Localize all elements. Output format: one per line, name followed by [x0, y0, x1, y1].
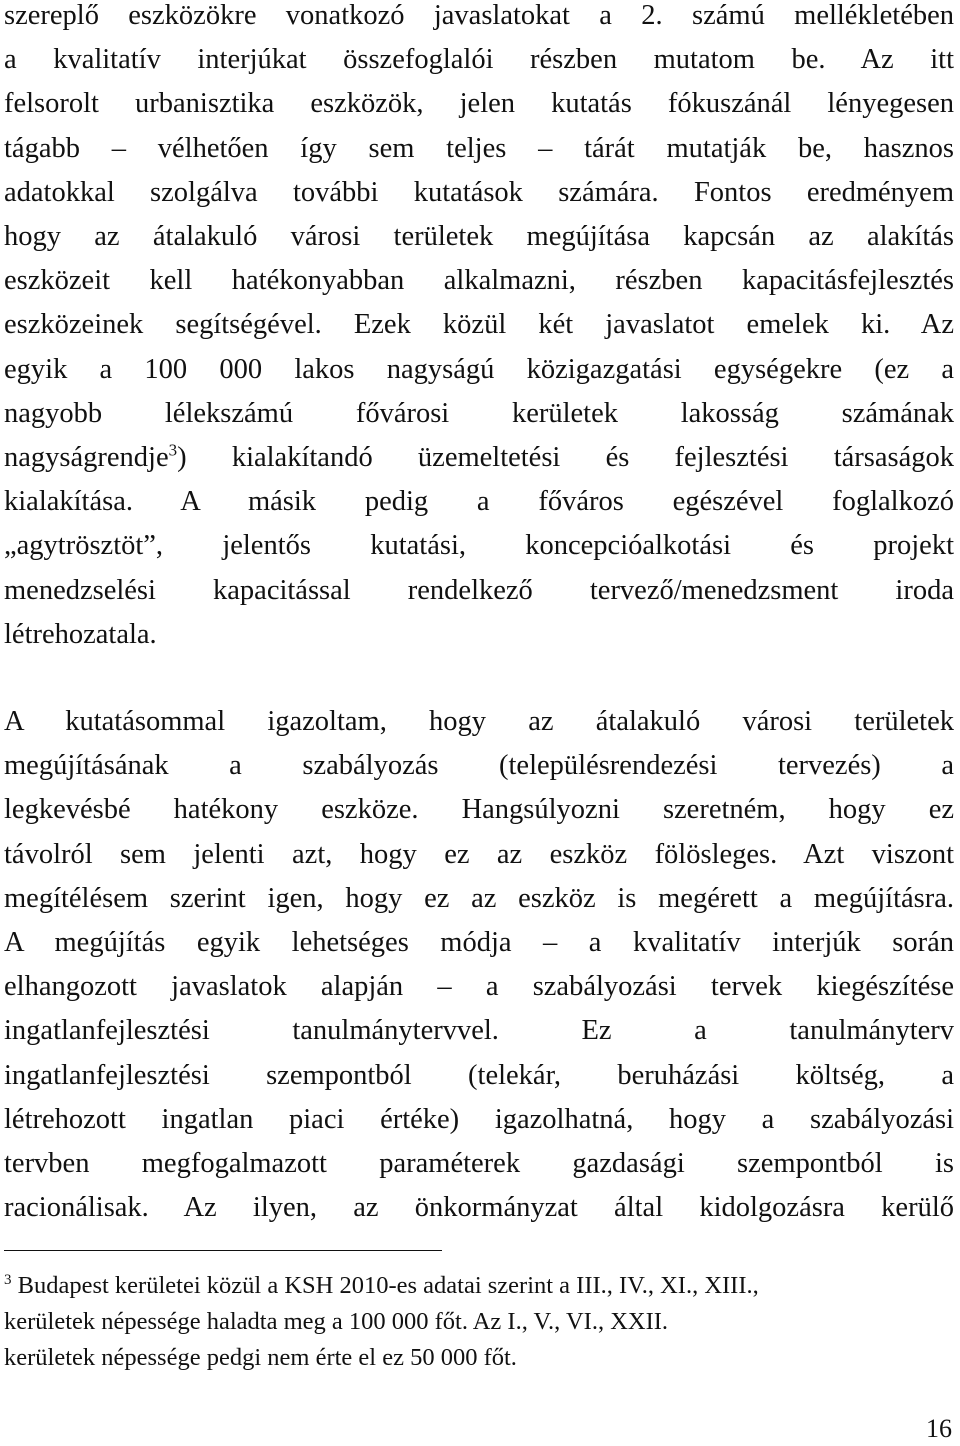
text-line: ingatlanfejlesztési tanulmánytervvel. Ez a tanulmányterv [4, 1015, 954, 1047]
page-number: 16 [926, 1414, 952, 1443]
text-line: tágabb – vélhetően így sem teljes – tárát mutatják be, hasznos [4, 132, 954, 164]
text-line [4, 436, 954, 480]
text-line: létrehozott ingatlan piaci értéke) igazolhatná, hogy a szabályozási [4, 1103, 954, 1135]
text-line: egyik a 100 000 lakos nagyságú közigazgatási egységekre (ez a [4, 353, 954, 385]
footnote-marker: 3 [4, 1271, 12, 1288]
text-line: „agytrösztöt”, jelentős kutatási, koncepcióalkotási és projekt [4, 530, 954, 562]
footnote-line: kerületek népessége pedgi nem érte el ez 50 000 főt. [4, 1344, 517, 1371]
footnote-line [4, 1268, 954, 1304]
text-line: a kvalitatív interjúkat összefoglalói részben mutatom be. Az itt [4, 44, 954, 76]
footnote [4, 1268, 954, 1376]
footnote-separator [4, 1250, 442, 1251]
text-line: nagyobb lélekszámú fővárosi kerületek lakosság számának [4, 397, 954, 429]
text-line: megújításának a szabályozás (településrendezési tervezés) a [4, 750, 954, 782]
text-line: szereplő eszközökre vonatkozó javaslatokat a 2. számú mellékletében [4, 0, 954, 31]
text-line: eszközeinek segítségével. Ezek közül két javaslatot emelek ki. Az [4, 309, 954, 341]
footnote-text: Budapest kerületei közül a KSH 2010-es adatai szerint a III., IV., XI., XIII., [11, 1272, 759, 1299]
text-line: megítélésem szerint igen, hogy ez az eszköz is megérett a megújításra. [4, 882, 954, 914]
text-line: adatokkal szolgálva további kutatások számára. Fontos eredményem [4, 176, 954, 208]
text-line: hogy az átalakuló városi területek megújítása kapcsán az alakítás [4, 221, 954, 253]
text-segment: ) kialakítandó üzemeltetési és fejlesztési társaságok [177, 442, 954, 474]
text-line: kialakítása. A másik pedig a főváros egészével foglalkozó [4, 486, 954, 518]
text-line: ingatlanfejlesztési szempontból (telekár, beruházási költség, a [4, 1059, 954, 1091]
footnote-reference: 3 [168, 440, 178, 460]
paragraph-2 [4, 700, 954, 1230]
text-line: racionálisak. Az ilyen, az önkormányzat által kidolgozásra kerülő [4, 1192, 954, 1224]
text-line: A megújítás egyik lehetséges módja – a kvalitatív interjúk során [4, 927, 954, 959]
paragraph-1 [4, 0, 954, 657]
text-line: elhangozott javaslatok alapján – a szabályozási tervek kiegészítése [4, 971, 954, 1003]
text-line: legkevésbé hatékony eszköze. Hangsúlyozni szeretném, hogy ez [4, 794, 954, 826]
text-line: tervben megfogalmazott paraméterek gazdasági szempontból is [4, 1148, 954, 1180]
text-line: távolról sem jelenti azt, hogy ez az eszköz fölösleges. Azt viszont [4, 838, 954, 870]
footnote-line: kerületek népessége haladta meg a 100 000 főt. Az I., V., VI., XXII. [4, 1308, 669, 1335]
text-segment: nagyságrendje [4, 442, 169, 474]
text-line: menedzselési kapacitással rendelkező tervező/menedzsment iroda [4, 574, 954, 606]
text-line: felsorolt urbanisztika eszközök, jelen kutatás fókuszánál lényegesen [4, 88, 954, 120]
text-line: eszközeit kell hatékonyabban alkalmazni, részben kapacitásfejlesztés [4, 265, 954, 297]
text-line: létrehozatala. [4, 618, 157, 650]
text-line: A kutatásommal igazoltam, hogy az átalakuló városi területek [4, 706, 954, 737]
